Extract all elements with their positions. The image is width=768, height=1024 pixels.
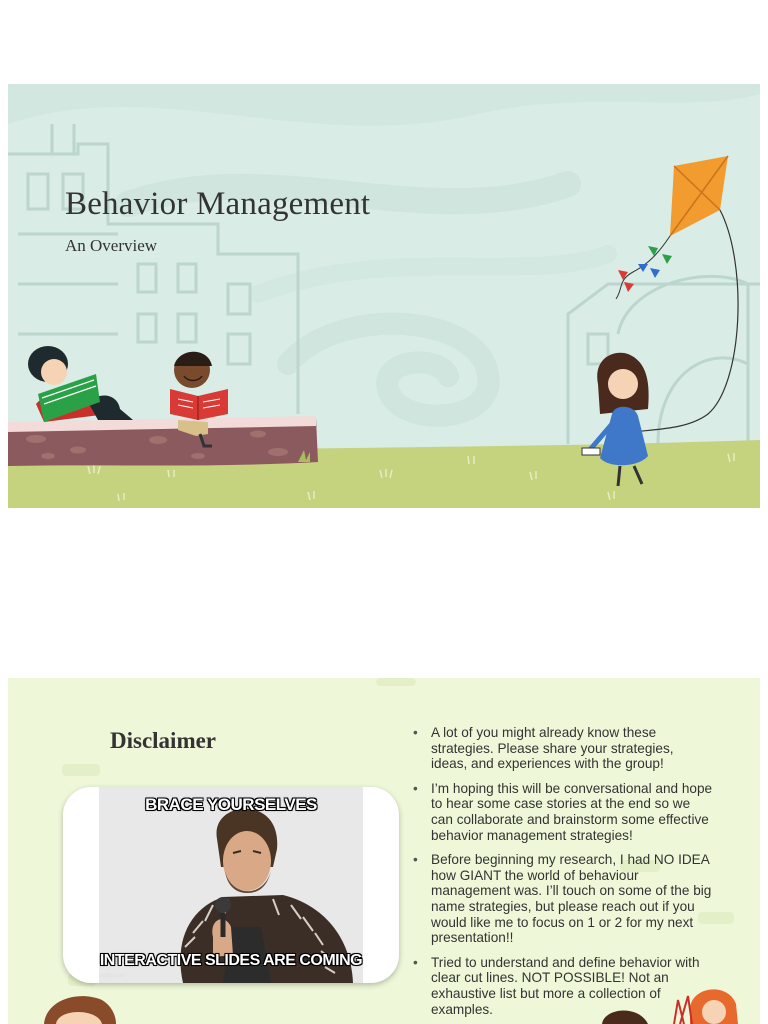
disclaimer-bullet-list: [413, 725, 713, 1024]
bullet-item: • Tried to understand and define behavior with clear cut lines. NOT POSSIBLE! Not an exhaustive list but more a collection of examples.: [413, 955, 713, 1017]
reading-boy-left: [28, 346, 133, 422]
disclaimer-heading: Disclaimer: [110, 728, 217, 753]
bullet-item: • A lot of you might already know these strategies. Please share your strategies, ideas, and experiences with the group!: [413, 725, 713, 772]
meme-top-text: BRACE YOURSELVES: [145, 795, 317, 814]
meme-watermark: imgflip.com: [99, 973, 125, 979]
kid-illustration-left: [44, 996, 116, 1024]
meme-image: [63, 787, 399, 983]
presentation-subtitle: An Overview: [65, 236, 158, 255]
meme-bottom-text: INTERACTIVE SLIDES ARE COMING: [99, 952, 363, 969]
title-slide: [8, 84, 760, 508]
disclaimer-slide: [8, 678, 760, 1024]
bullet-item: • Before beginning my research, I had NO IDEA how GIANT the world of behaviour management was. I’ll touch on some of the big name strategies, but please reach out if you would like me to focus on 1 or 2 for my next presentation!!: [413, 852, 713, 946]
presentation-title: Behavior Management: [65, 186, 371, 222]
title-slide-illustration: [8, 84, 760, 508]
bullet-item: • I’m hoping this will be conversational and hope to hear some case stories at the end so we can collaborate and brainstorm some effective behavior management strategies!: [413, 781, 713, 843]
